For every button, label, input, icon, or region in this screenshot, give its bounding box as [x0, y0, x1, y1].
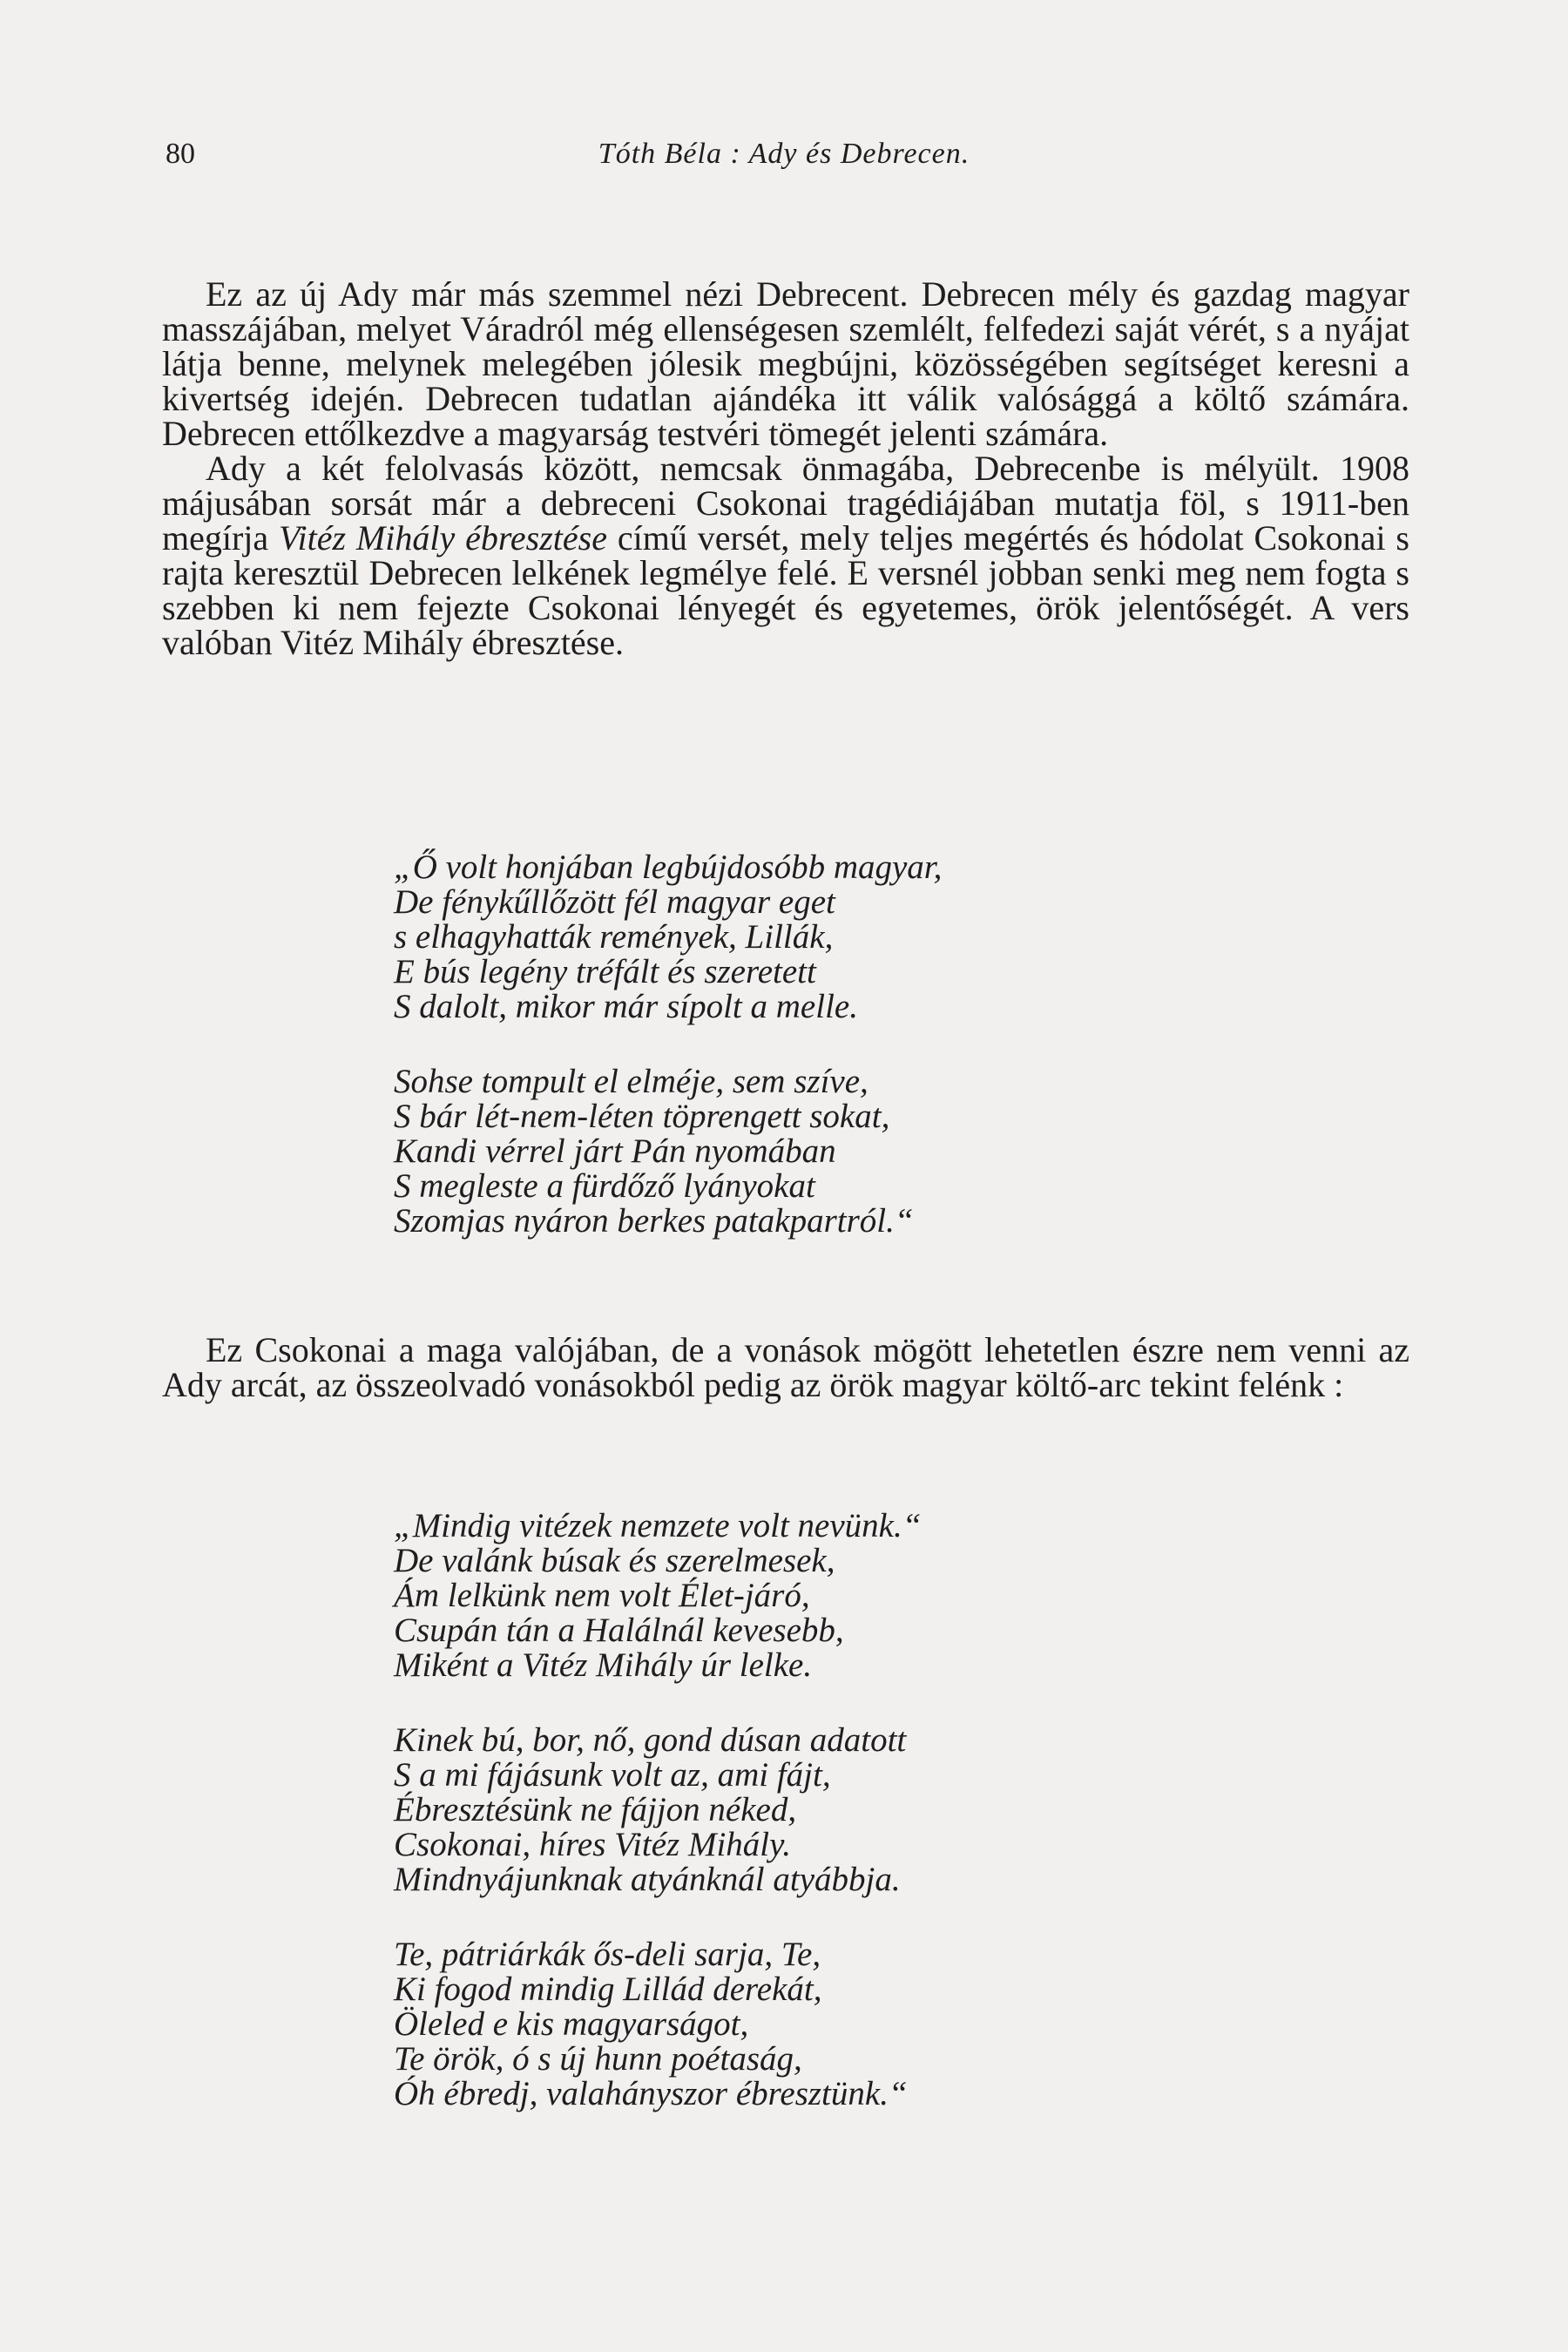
verse-quote-1: [394, 850, 1439, 1279]
verse-line: Óh ébredj, valahányszor ébresztünk.“: [394, 2075, 908, 2112]
verse-line: Szomjas nyáron berkes patakpartról.“: [394, 1202, 914, 1240]
verse-line: S dalolt, mikor már sípolt a melle.: [394, 988, 858, 1025]
verse-line: S a mi fájásunk volt az, ami fájt,: [394, 1756, 831, 1794]
verse-line: De valánk búsak és szerelmesek,: [394, 1542, 835, 1579]
paragraph-1: Ez az új Ady már más szemmel nézi Debrecent. Debrecen mély és gazdag magyar masszájában, melyet Váradról még ellenségesen szemlélt, felfedezi saját vérét, s a nyájat látja benne, melynek melegében jólesik megbújni, közösségében segítséget keresni a kivertség idején. Debrecen tudatlan ajándéka itt válik valósággá a költő számára. Debrecen ettőlkezdve a magyarság testvéri tömegét jelenti számára.: [162, 274, 1409, 453]
verse-line: Csupán tán a Halálnál kevesebb,: [394, 1612, 844, 1649]
verse-line: Te, pátriárkák ős-deli sarja, Te,: [394, 1936, 821, 1973]
verse-line: E bús legény tréfált és szeretett: [394, 953, 816, 990]
verse-line: Ám lelkünk nem volt Élet-járó,: [394, 1577, 810, 1614]
verse-line: S megleste a fürdőző lyányokat: [394, 1167, 815, 1205]
paragraph-2-after: című versét, mely teljes megértés és hódolat Csokonai s rajta keresztül Debrecen lelkének legmélye felé. E versnél jobban senki meg nem fogta s szebben ki nem fejezte Csokonai lényegét és egyetemes, örök jelentőségét. A vers valóban Vitéz Mihály ébresztése.: [162, 518, 1409, 662]
verse-line: Csokonai, híres Vitéz Mihály.: [394, 1826, 792, 1863]
body-text-middle: [162, 1330, 1409, 1404]
verse-line: Te örök, ó s új hunn poétaság,: [394, 2040, 802, 2078]
body-text-top: [162, 274, 1409, 662]
verse-line: Ébresztésünk ne fájjon néked,: [394, 1791, 797, 1828]
verse-line: „Ő volt honjában legbújdosóbb magyar,: [394, 848, 943, 886]
verse-line: Ki fogod mindig Lillád derekát,: [394, 1970, 822, 2008]
poem-title: Vitéz Mihály ébresztése: [279, 518, 607, 558]
verse-line: Kandi vérrel járt Pán nyomában: [394, 1132, 836, 1170]
verse-line: S bár lét-nem-léten töprengett sokat,: [394, 1098, 890, 1135]
page-number: 80: [166, 138, 195, 170]
paragraph-2-before: Ady a két felolvasás között, nemcsak önmagába, Debrecenbe is mélyült. 1908 májusában sorsát már a debreceni Csokonai tragédiájában mutatja föl, s 1911-ben megírja: [162, 449, 1409, 558]
verse-line: s elhagyhatták remények, Lillák,: [394, 918, 834, 956]
stanza: [394, 1064, 1439, 1239]
stanza: [394, 1723, 1439, 1897]
stanza: [394, 850, 1439, 1024]
stanza: [394, 1509, 1439, 1683]
running-head: Tóth Béla : Ady és Debrecen.: [598, 138, 970, 170]
paragraph-2: [162, 451, 1409, 660]
paragraph-3: Ez Csokonai a maga valójában, de a vonások mögött lehetetlen észre nem venni az Ady arcát, az összeolvadó vonásokból pedig az örök magyar költő-arc tekint felénk :: [162, 1330, 1409, 1404]
verse-line: Öleled e kis magyarságot,: [394, 2005, 749, 2043]
verse-line: Sohse tompult el elméje, sem szíve,: [394, 1063, 868, 1100]
verse-quote-2: [394, 1509, 1439, 2152]
verse-line: De fénykűllőzött fél magyar eget: [394, 883, 835, 921]
verse-line: Mindnyájunknak atyánknál atyábbja.: [394, 1861, 901, 1898]
verse-line: „Mindig vitézek nemzete volt nevünk.“: [394, 1507, 922, 1544]
verse-line: Kinek bú, bor, nő, gond dúsan adatott: [394, 1721, 907, 1759]
verse-line: Miként a Vitéz Mihály úr lelke.: [394, 1646, 813, 1684]
stanza: [394, 1937, 1439, 2112]
